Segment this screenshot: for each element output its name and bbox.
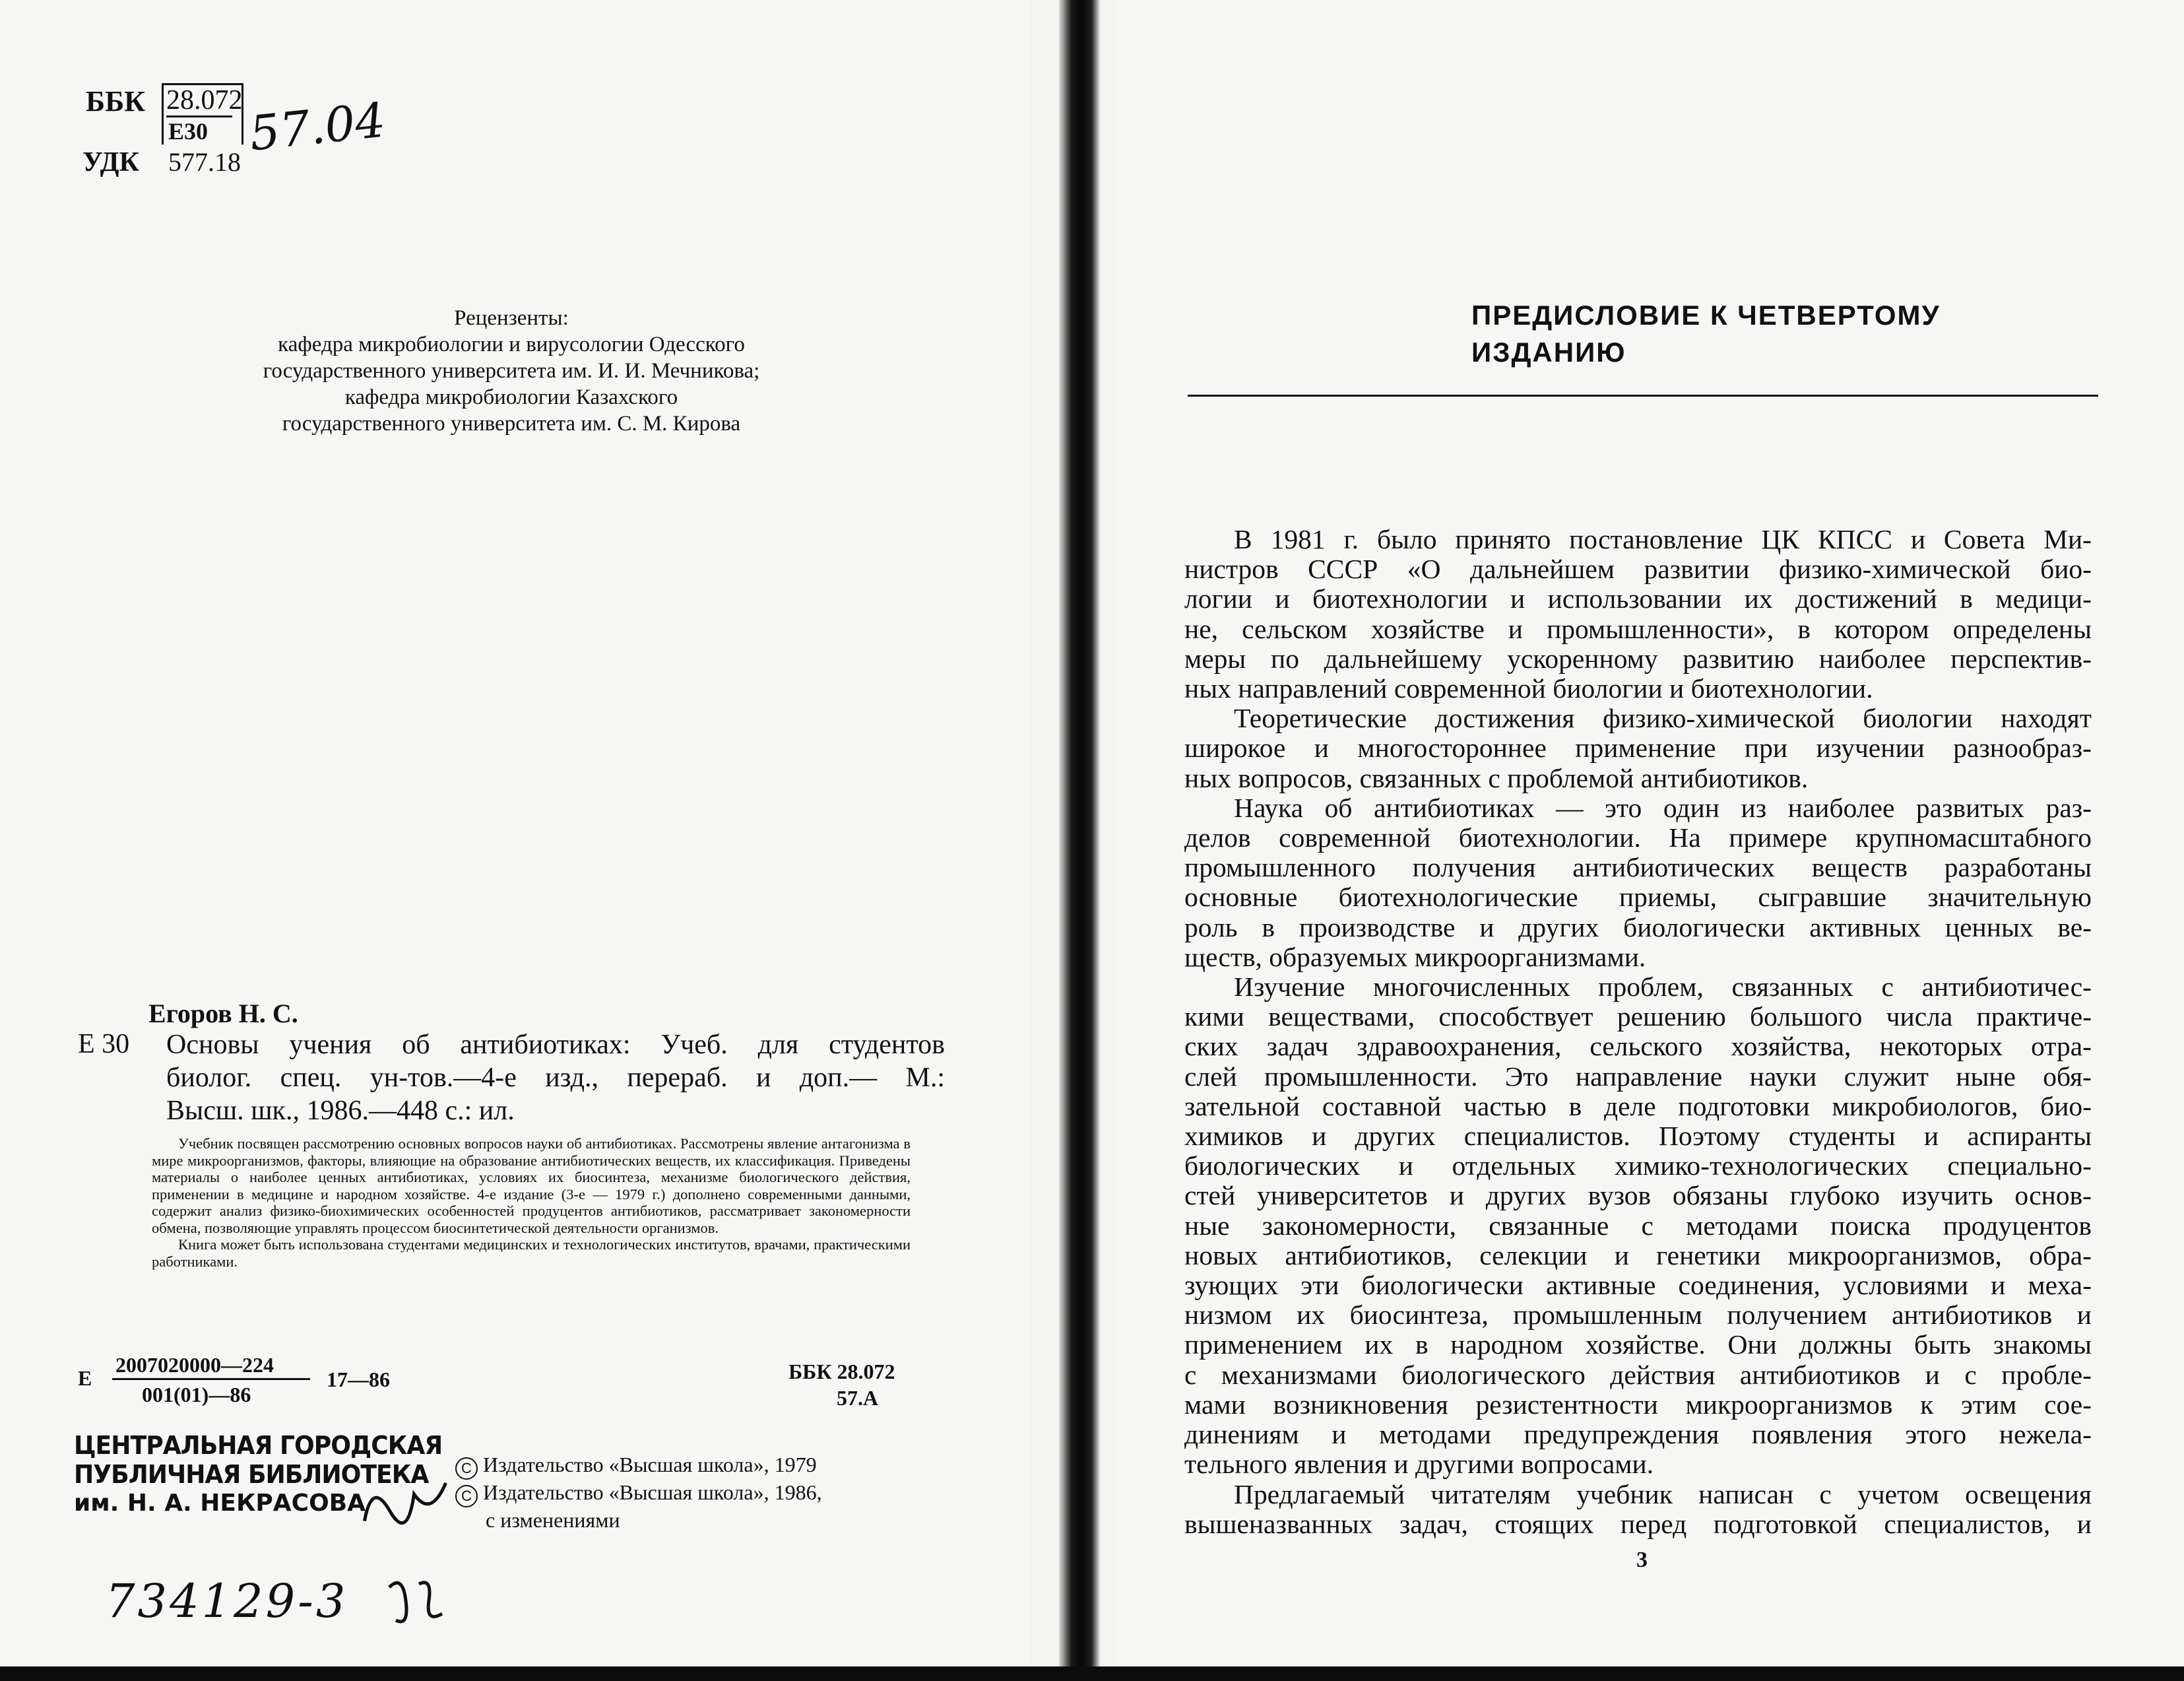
body-line: динениям и методами предупреждения появления этого нежела- (1184, 1419, 2092, 1450)
bbk-sub-code: Е30 (168, 118, 209, 145)
reviewers-heading: Рецензенты: (454, 306, 569, 330)
body-line: ные закономерности, связанные с методами поиска продуцентов (1184, 1210, 2092, 1241)
body-line: зательной составной частью в деле подготовки микробиологов, био- (1184, 1090, 2092, 1121)
body-line: биологических и отдельных химико-технологических специально- (1184, 1150, 2092, 1181)
formula-fraction-line (112, 1378, 310, 1380)
stamp-line: ЦЕНТРАЛЬНАЯ ГОРОДСКАЯ (74, 1431, 443, 1460)
reviewer-line: государственного университета им. С. М. Кирова (282, 412, 741, 436)
formula-code: 17—86 (327, 1368, 390, 1391)
body-line: применением их в народном хозяйстве. Они должны быть знакомы (1184, 1329, 2092, 1360)
body-line: широкое и многостороннее применение при изучении разнообраз- (1184, 733, 2092, 764)
body-line: низмом их биосинтеза, промышленным получением антибиотиков и (1184, 1300, 2092, 1331)
body-line: ществ, образуемых микроорганизмами. (1184, 941, 1646, 972)
title-rule (1188, 395, 2098, 397)
handwritten-code: 57.04 (247, 92, 388, 162)
reviewer-line: кафедра микробиологии Казахского (344, 385, 678, 409)
body-line: ных направлений современной биологии и биотехнологии. (1184, 673, 1873, 704)
body-line: роль в производстве и других биологически активных ценных ве- (1184, 911, 2092, 942)
body-line: с механизмами биологического действия антибиотиков и с пробле- (1184, 1359, 2092, 1390)
bbk-label: ББК (86, 85, 146, 117)
stamp-line: им. Н. А. НЕКРАСОВА (74, 1490, 366, 1517)
body-line: ских задач здравоохранения, сельского хозяйства, некоторых отра- (1184, 1031, 2092, 1062)
body-line: не, сельском хозяйстве и промышленности», в котором определены (1184, 613, 2092, 644)
udk-value: 577.18 (168, 147, 241, 177)
preface-body (1184, 525, 2092, 1539)
left-page (0, 0, 1029, 1681)
body-line: Наука об антибиотиках — это один из наиболее развитых раз- (1234, 792, 2092, 823)
reviewers-block (132, 305, 891, 437)
copyright-line: С Издательство «Высшая школа», 1986, (455, 1480, 822, 1507)
bib-line: Основы учения об антибиотиках: Учеб. для студентов (166, 1030, 945, 1060)
copyright-icon: С (455, 1485, 478, 1507)
handwritten-mark (383, 1574, 462, 1644)
reviewer-line: кафедра микробиологии и вирусологии Одесского (278, 333, 745, 356)
body-line: слей промышленности. Это направление науки служит ныне обя- (1184, 1061, 2092, 1092)
page-number: 3 (1636, 1548, 1648, 1572)
body-line: промышленного получения антибиотических веществ разработаны (1184, 852, 2092, 883)
body-line: Теоретические достижения физико-химической биологии находят (1234, 703, 2092, 734)
annotation (152, 1135, 911, 1270)
body-line: ных вопросов, связанных с проблемой антибиотиков. (1184, 762, 1809, 793)
body-line: стей университетов и других вузов обязаны глубоко изучить основ- (1184, 1180, 2092, 1211)
body-line: меры по дальнейшему ускоренному развитию наиболее перспектив- (1184, 643, 2092, 674)
bib-line: Высш. шк., 1986.—448 с.: ил. (166, 1096, 515, 1126)
bibliographic-description (166, 1028, 945, 1127)
body-line: новых антибиотиков, селекции и генетики микроорганизмов, обра- (1184, 1239, 2092, 1270)
body-line: нистров СССР «О дальнейшем развитии физико-химической био- (1184, 554, 2092, 585)
annotation-paragraph: Книга может быть использована студентами медицинских и технологических институтов, врачами, практическими работниками. (152, 1236, 911, 1270)
copyright-block (455, 1452, 822, 1533)
title-line: ПРЕДИСЛОВИЕ К ЧЕТВЕРТОМУ (1471, 300, 1941, 331)
copyright-line: С Издательство «Высшая школа», 1979 (455, 1452, 822, 1480)
bbk-index-sub: 57.А (837, 1386, 879, 1410)
index-code: Е 30 (78, 1029, 130, 1059)
copyright-line: с изменениями (486, 1508, 620, 1532)
body-line: основные биотехнологические приемы, сыгравшие значительную (1184, 882, 2092, 913)
scan-bottom-edge (0, 1666, 2184, 1681)
copyright-icon: С (455, 1457, 478, 1480)
body-line: Предлагаемый читателям учебник написан с учетом освещения (1234, 1478, 2092, 1509)
bbk-index: ББК 28.072 (788, 1360, 895, 1383)
bib-line: биолог. спец. ун-тов.—4-е изд., перераб. и доп.— М.: (166, 1063, 945, 1093)
body-line: В 1981 г. было принято постановление ЦК КПСС и Совета Ми- (1234, 524, 2092, 554)
body-line: Изучение многочисленных проблем, связанных с антибиотичес- (1234, 972, 2092, 1003)
inventory-number: 734129-3 (106, 1574, 348, 1628)
body-line: мами возникновения резистентности микроорганизмов к этим сое- (1184, 1389, 2092, 1420)
formula-letter: Е (78, 1366, 92, 1390)
preface-title (1471, 297, 1941, 371)
body-line: химиков и других специалистов. Поэтому студенты и аспиранты (1184, 1121, 2092, 1152)
body-line: кими веществами, способствует решению большого числа практиче- (1184, 1001, 2092, 1032)
title-line: ИЗДАНИЮ (1471, 337, 1626, 368)
formula-numerator: 2007020000—224 (115, 1353, 274, 1377)
reviewer-line: государственного университета им. И. И. Мечникова; (263, 359, 760, 383)
handwritten-scribble (352, 1461, 466, 1551)
body-line: вышеназванных задач, стоящих перед подготовкой специалистов, и (1184, 1508, 2092, 1539)
bbk-code: 28.072 (166, 85, 243, 115)
body-line: тельного явления и другими вопросами. (1184, 1449, 1654, 1480)
book-spine (1059, 0, 1100, 1681)
body-line: зующих эти биологически активные соединения, условиями и меха- (1184, 1270, 2092, 1301)
body-line: логии и биотехнологии и использовании их достижений в медици- (1184, 583, 2092, 614)
body-line: делов современной биотехнологии. На примере крупномасштабного (1184, 822, 2092, 853)
stamp-line: ПУБЛИЧНАЯ БИБЛИОТЕКА (74, 1460, 429, 1489)
author-name: Егоров Н. С. (148, 999, 298, 1028)
annotation-paragraph: Учебник посвящен рассмотрению основных вопросов науки об антибиотиках. Рассмотрены явление антагонизма в мире микроорганизмов, факторы, влияющие на образование антибиотических веществ, их классификация. Приведены материалы о наиболее ценных антибиотиках, условиях их биосинтеза, механизме биологического действия, применении в медицине и народном хозяйстве. 4-е издание (3-е — 1979 г.) дополнено современными данными, содержит анализ физико-биохимических особенностей продуцентов антибиотиков, рассматривает закономерности обмена, позволяющие управлять процессом биосинтетической деятельности организмов. (152, 1135, 911, 1236)
formula-denominator: 001(01)—86 (142, 1383, 251, 1406)
udk-label: УДК (82, 147, 139, 178)
